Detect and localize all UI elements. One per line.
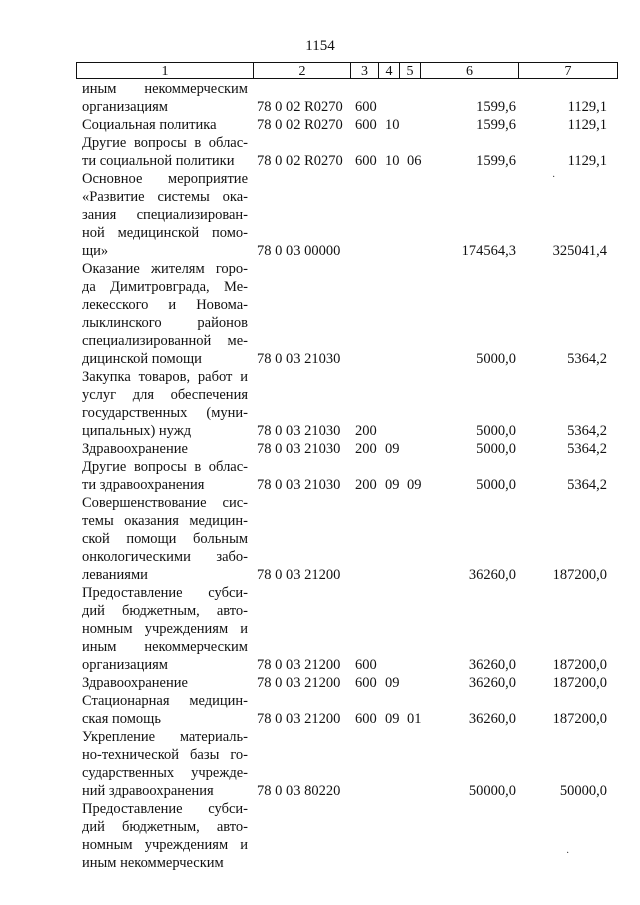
row-title-line: дий бюджетным, авто-	[82, 819, 248, 835]
row-sum-2: 187200,0	[552, 567, 607, 583]
row-code: 78 0 03 21030	[257, 351, 341, 367]
row-title-line: Предоставление субси-	[82, 801, 248, 817]
row-sum-1: 36260,0	[468, 675, 516, 691]
row-title-line: ская помощь	[82, 711, 161, 727]
row-code: 78 0 03 21200	[257, 567, 341, 583]
row-code: 78 0 02 R0270	[257, 117, 343, 133]
scan-mark: ·	[566, 848, 570, 859]
row-title-line: Закупка товаров, работ и	[82, 369, 248, 385]
row-title-line: иным некоммерческим	[82, 855, 224, 871]
page-number: 1154	[305, 38, 335, 54]
table-row	[0, 116, 640, 134]
row-title	[82, 674, 248, 692]
row-title-line: специализированной ме-	[82, 333, 248, 349]
row-title-line: Совершенствование сис-	[82, 495, 248, 511]
header-col-1: 1	[76, 62, 253, 79]
row-title	[82, 440, 248, 458]
row-title-line: онкологическими забо-	[82, 549, 248, 565]
row-sum-2: 1129,1	[567, 117, 607, 133]
row-title-line: Укрепление материаль-	[82, 729, 248, 745]
row-title	[82, 116, 248, 134]
row-title-line: организациям	[82, 99, 168, 115]
row-sum-2: 1129,1	[567, 153, 607, 169]
row-code: 78 0 03 21200	[257, 675, 341, 691]
row-title-line: зания специализирован-	[82, 207, 248, 223]
table-row	[0, 440, 640, 458]
row-expense-type: 600	[355, 99, 377, 115]
row-expense-type: 600	[355, 675, 377, 691]
row-title-line: дицинской помощи	[82, 351, 202, 367]
row-title-line: номным учреждениям и	[82, 837, 248, 853]
table-row	[0, 134, 640, 170]
table-row	[0, 170, 640, 260]
table-row	[0, 80, 640, 116]
row-code: 78 0 03 21030	[257, 441, 341, 457]
row-title-line: леваниями	[82, 567, 148, 583]
row-expense-type: 600	[355, 117, 377, 133]
row-expense-type: 600	[355, 153, 377, 169]
header-col-7: 7	[518, 62, 618, 79]
row-section: 09	[385, 711, 400, 727]
row-title-line: лекесского и Новома-	[82, 297, 248, 313]
row-expense-type: 600	[355, 657, 377, 673]
row-section: 09	[385, 441, 400, 457]
row-sum-2: 187200,0	[552, 675, 607, 691]
row-expense-type: 600	[355, 711, 377, 727]
row-title	[82, 134, 248, 170]
row-title	[82, 368, 248, 440]
row-section: 09	[385, 477, 400, 493]
row-title-line: лыклинского районов	[82, 315, 248, 331]
row-title-line: Основное мероприятие	[82, 171, 248, 187]
row-sum-1: 5000,0	[476, 441, 516, 457]
row-title	[82, 584, 248, 674]
row-title-line: ти социальной политики	[82, 153, 235, 169]
row-sum-1: 36260,0	[468, 711, 516, 727]
row-expense-type: 200	[355, 423, 377, 439]
row-title-line: ципальных) нужд	[82, 423, 192, 439]
row-sum-2: 5364,2	[567, 477, 607, 493]
row-title-line: сударственных учрежде-	[82, 765, 248, 781]
row-title	[82, 494, 248, 584]
row-title-line: ти здравоохранения	[82, 477, 205, 493]
row-title-line: ной медицинской помо-	[82, 225, 248, 241]
scan-mark: ·	[552, 172, 556, 183]
row-sum-1: 50000,0	[468, 783, 516, 799]
row-section: 09	[385, 675, 400, 691]
row-expense-type: 200	[355, 477, 377, 493]
row-title-line: Другие вопросы в облас-	[82, 135, 248, 151]
header-col-5: 5	[399, 62, 420, 79]
row-sum-2: 5364,2	[567, 351, 607, 367]
row-title	[82, 800, 248, 872]
row-title-line: Социальная политика	[82, 117, 217, 133]
row-title-line: Предоставление субси-	[82, 585, 248, 601]
row-sum-2: 187200,0	[552, 657, 607, 673]
header-col-6: 6	[420, 62, 518, 79]
row-sum-1: 5000,0	[476, 477, 516, 493]
table-row	[0, 692, 640, 728]
row-sum-1: 5000,0	[476, 351, 516, 367]
row-title-line: щи»	[82, 243, 109, 259]
row-title-line: номным учреждениям и	[82, 621, 248, 637]
row-sum-2: 5364,2	[567, 441, 607, 457]
row-sum-2: 325041,4	[552, 243, 607, 259]
row-code: 78 0 02 R0270	[257, 153, 343, 169]
table-row	[0, 494, 640, 584]
row-sum-2: 5364,2	[567, 423, 607, 439]
row-code: 78 0 02 R0270	[257, 99, 343, 115]
row-title-line: Другие вопросы в облас-	[82, 459, 248, 475]
table-row	[0, 584, 640, 674]
row-code: 78 0 03 80220	[257, 783, 341, 799]
row-title-line: ний здравоохранения	[82, 783, 214, 799]
table-row	[0, 458, 640, 494]
header-col-3: 3	[350, 62, 378, 79]
row-title	[82, 170, 248, 260]
row-title-line: Здравоохранение	[82, 675, 188, 691]
row-title-line: государственных (муни-	[82, 405, 248, 421]
row-sum-1: 174564,3	[461, 243, 516, 259]
row-sum-1: 1599,6	[476, 153, 516, 169]
row-title	[82, 458, 248, 494]
row-title	[82, 80, 248, 116]
row-code: 78 0 03 21200	[257, 657, 341, 673]
row-title	[82, 692, 248, 728]
table-row	[0, 728, 640, 800]
row-sum-1: 5000,0	[476, 423, 516, 439]
row-sum-1: 1599,6	[476, 99, 516, 115]
row-code: 78 0 03 21030	[257, 477, 341, 493]
row-code: 78 0 03 21030	[257, 423, 341, 439]
table-row	[0, 674, 640, 692]
row-title-line: но-технической базы го-	[82, 747, 248, 763]
row-sum-2: 50000,0	[559, 783, 607, 799]
row-title-line: дий бюджетным, авто-	[82, 603, 248, 619]
row-section: 10	[385, 153, 400, 169]
row-code: 78 0 03 00000	[257, 243, 341, 259]
row-sum-1: 36260,0	[468, 657, 516, 673]
row-title-line: иным некоммерческим	[82, 81, 248, 97]
row-subsection: 01	[407, 711, 422, 727]
row-subsection: 06	[407, 153, 422, 169]
row-title-line: да Димитровграда, Ме-	[82, 279, 248, 295]
row-subsection: 09	[407, 477, 422, 493]
row-title-line: организациям	[82, 657, 168, 673]
row-title-line: ской помощи больным	[82, 531, 248, 547]
row-expense-type: 200	[355, 441, 377, 457]
row-sum-1: 1599,6	[476, 117, 516, 133]
row-title	[82, 728, 248, 800]
header-col-2: 2	[253, 62, 350, 79]
table-row	[0, 260, 640, 368]
row-title-line: иным некоммерческим	[82, 639, 248, 655]
table-header	[76, 62, 618, 80]
row-title-line: Оказание жителям горо-	[82, 261, 248, 277]
row-title-line: «Развитие системы ока-	[82, 189, 248, 205]
row-sum-1: 36260,0	[468, 567, 516, 583]
row-code: 78 0 03 21200	[257, 711, 341, 727]
row-sum-2: 1129,1	[567, 99, 607, 115]
row-title-line: услуг для обеспечения	[82, 387, 248, 403]
row-title	[82, 260, 248, 368]
row-sum-2: 187200,0	[552, 711, 607, 727]
row-section: 10	[385, 117, 400, 133]
budget-table-body	[0, 80, 640, 872]
row-title-line: темы оказания медицин-	[82, 513, 248, 529]
table-row	[0, 368, 640, 440]
row-title-line: Здравоохранение	[82, 441, 188, 457]
table-row	[0, 800, 640, 872]
header-col-4: 4	[378, 62, 399, 79]
row-title-line: Стационарная медицин-	[82, 693, 248, 709]
